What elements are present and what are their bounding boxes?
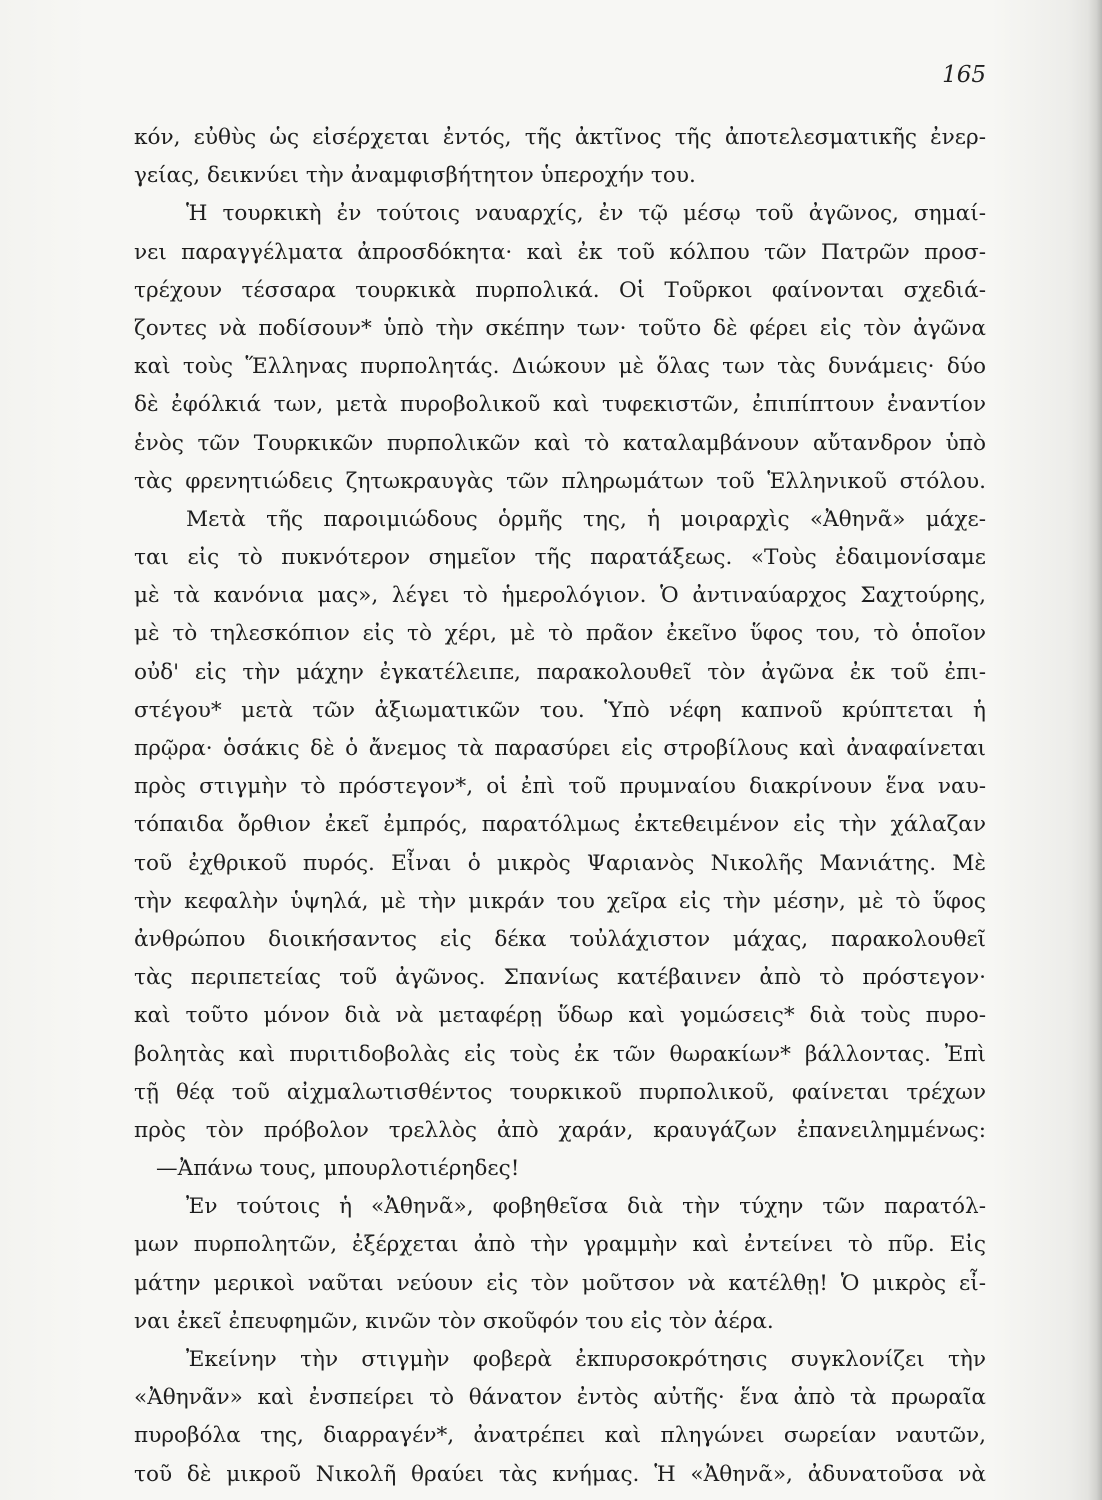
text-line: τοῦ ἐχθρικοῦ πυρός. Εἶναι ὁ μικρὸς Ψαριανὸς Νικολῆς Μανιάτης. Μὲ: [134, 850, 986, 876]
text-line: τὴν κεφαλὴν ὑψηλά, μὲ τὴν μικράν του χεῖρα εἰς τὴν μέσην, μὲ τὸ ὕφος: [134, 888, 986, 914]
text-line: μάτην μερικοὶ ναῦται νεύουν εἰς τὸν μοῦτσον νὰ κατέλθῃ! Ὁ μικρὸς εἶ-: [134, 1270, 986, 1296]
text-line: πυροβόλα της, διαρραγέν*, ἀνατρέπει καὶ πληγώνει σωρείαν ναυτῶν,: [134, 1423, 986, 1449]
text-line: βολητὰς καὶ πυριτιδοβολὰς εἰς τοὺς ἐκ τῶν θωρακίων* βάλλοντας. Ἐπὶ: [134, 1041, 986, 1067]
text-line: ζοντες νὰ ποδίσουν* ὑπὸ τὴν σκέπην των· τοῦτο δὲ φέρει εἰς τὸν ἀγῶνα: [134, 315, 986, 341]
text-line: Ἐκείνην τὴν στιγμὴν φοβερὰ ἐκπυρσοκρότησις συγκλονίζει τὴν: [186, 1347, 986, 1372]
text-line: κόν, εὐθὺς ὡς εἰσέρχεται ἐντός, τῆς ἀκτῖνος τῆς ἀποτελεσματικῆς ἐνερ-: [134, 125, 986, 150]
text-line: νει παραγγέλματα ἀπροσδόκητα· καὶ ἐκ τοῦ κόλπου τῶν Πατρῶν προσ-: [134, 239, 986, 265]
text-line: πρῷρα· ὁσάκις δὲ ὁ ἄνεμος τὰ παρασύρει εἰς στροβίλους καὶ ἀναφαίνεται: [134, 736, 986, 761]
text-line: στέγου* μετὰ τῶν ἀξιωματικῶν του. Ὑπὸ νέφη καπνοῦ κρύπτεται ἡ: [134, 697, 986, 723]
text-line: τοῦ δὲ μικροῦ Νικολῆ θραύει τὰς κνήμας. Ἡ «Ἀθηνᾶ», ἀδυνατοῦσα νὰ: [134, 1461, 986, 1487]
text-line: ἀνθρώπου διοικήσαντος εἰς δέκα τοὐλάχιστον μάχας, παρακολουθεῖ: [134, 926, 986, 952]
text-line: Ἡ τουρκικὴ ἐν τούτοις ναυαρχίς, ἐν τῷ μέσῳ τοῦ ἀγῶνος, σημαί-: [186, 201, 986, 227]
text-line: μὲ τὰ κανόνια μας», λέγει τὸ ἡμερολόγιον. Ὁ ἀντιναύαρχος Σαχτούρης,: [134, 583, 986, 609]
text-line: τρέχουν τέσσαρα τουρκικὰ πυρπολικά. Οἱ Τοῦρκοι φαίνονται σχεδιά-: [134, 277, 986, 303]
text-line: πρὸς τὸν πρόβολον τρελλὸς ἀπὸ χαράν, κραυγάζων ἐπανειλημμένως:: [134, 1117, 986, 1143]
text-line: Μετὰ τῆς παροιμιώδους ὁρμῆς της, ἡ μοιραρχὶς «Ἀθηνᾶ» μάχε-: [186, 506, 986, 532]
text-line: ναι ἐκεῖ ἐπευφημῶν, κινῶν τὸν σκοῦφόν του εἰς τὸν ἀέρα.: [134, 1308, 774, 1334]
text-line: μὲ τὸ τηλεσκόπιον εἰς τὸ χέρι, μὲ τὸ πρᾶον ἐκεῖνο ὕφος του, τὸ ὁποῖον: [134, 621, 986, 647]
text-line: ἑνὸς τῶν Τουρκικῶν πυρπολικῶν καὶ τὸ καταλαμβάνουν αὔτανδρον ὑπὸ: [134, 430, 986, 456]
text-line: καὶ τοὺς Ἕλληνας πυρπολητάς. Διώκουν μὲ ὅλας των τὰς δυνάμεις· δύο: [134, 354, 986, 380]
dialogue-line: —Ἀπάνω τους, μπουρλοτιέρηδες!: [156, 1156, 520, 1182]
text-line: «Ἀθηνᾶν» καὶ ἐνσπείρει τὸ θάνατον ἐντὸς αὐτῆς· ἕνα ἀπὸ τὰ πρωραῖα: [134, 1385, 986, 1411]
body-text: [134, 119, 986, 1494]
text-line: τόπαιδα ὄρθιον ἐκεῖ ἐμπρός, παρατόλμως ἐκτεθειμένον εἰς τὴν χάλαζαν: [134, 812, 986, 838]
text-line: Ἐν τούτοις ἡ «Ἀθηνᾶ», φοβηθεῖσα διὰ τὴν τύχην τῶν παρατόλ-: [186, 1194, 986, 1220]
text-line: πρὸς στιγμὴν τὸ πρόστεγον*, οἱ ἐπὶ τοῦ πρυμναίου διακρίνουν ἕνα ναυ-: [134, 774, 986, 800]
text-line: μων πυρπολητῶν, ἐξέρχεται ἀπὸ τὴν γραμμὴν καὶ ἐντείνει τὸ πῦρ. Εἰς: [134, 1232, 986, 1258]
text-line: τῇ θέᾳ τοῦ αἰχμαλωτισθέντος τουρκικοῦ πυρπολικοῦ, φαίνεται τρέχων: [134, 1079, 986, 1105]
text-line: τὰς περιπετείας τοῦ ἀγῶνος. Σπανίως κατέβαινεν ἀπὸ τὸ πρόστεγον·: [134, 965, 986, 991]
text-line: δὲ ἐφόλκιά των, μετὰ πυροβολικοῦ καὶ τυφεκιστῶν, ἐπιπίπτουν ἐναντίον: [134, 392, 986, 418]
text-line: οὐδ' εἰς τὴν μάχην ἐγκατέλειπε, παρακολουθεῖ τὸν ἀγῶνα ἐκ τοῦ ἐπι-: [134, 659, 986, 685]
text-line: τὰς φρενητιώδεις ζητωκραυγὰς τῶν πληρωμάτων τοῦ Ἑλληνικοῦ στόλου.: [134, 468, 986, 494]
page-number: 165: [942, 62, 986, 88]
text-line: ται εἰς τὸ πυκνότερον σημεῖον τῆς παρατάξεως. «Τοὺς ἐδαιμονίσαμε: [134, 545, 986, 571]
text-line: καὶ τοῦτο μόνον διὰ νὰ μεταφέρῃ ὕδωρ καὶ γομώσεις* διὰ τοὺς πυρο-: [134, 1003, 986, 1029]
binding-edge-shadow: [1088, 0, 1102, 1500]
text-line: γείας, δεικνύει τὴν ἀναμφισβήτητον ὑπεροχήν του.: [134, 163, 696, 189]
